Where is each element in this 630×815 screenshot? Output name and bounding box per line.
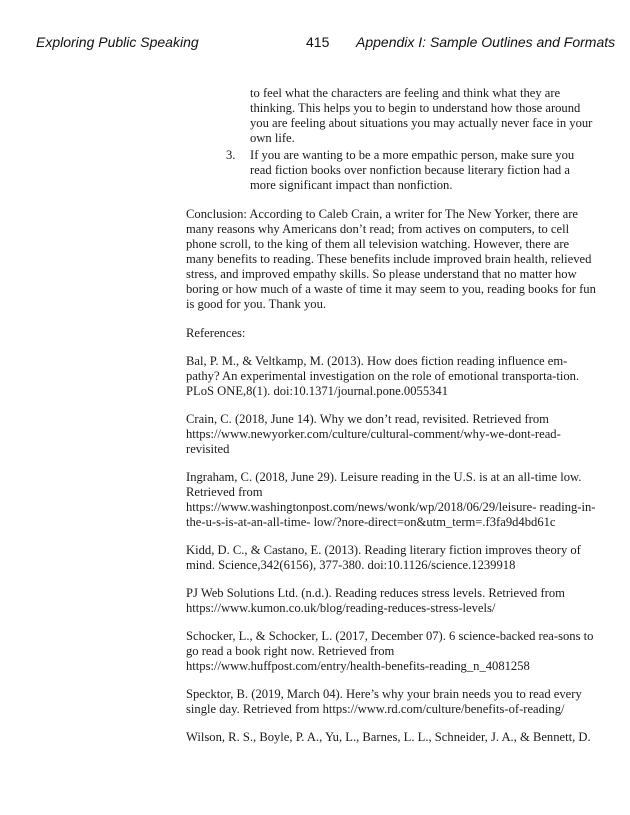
references-heading: References:: [186, 326, 246, 340]
conclusion-paragraph: Conclusion: According to Caleb Crain, a writer for The New Yorker, there are many reasons why Americans don’t read; from actives on computers, to cell phone scroll, to the king of them all television watching. However, there are many benefits to reading. These benefits include improved brain health, relieved stress, and improved empathy skills. So please understand that no matter how boring or how much of a waste of time it may seem to you, reading books for fun is good for you. Thank you.: [186, 207, 596, 311]
running-header-section: Appendix I: Sample Outlines and Formats: [356, 34, 616, 50]
reference-entry: Specktor, B. (2019, March 04). Here’s why your brain needs you to read every single day. Retrieved from https://www.rd.com/culture/benefits-of-reading/: [186, 687, 582, 716]
reference-entry: Ingraham, C. (2018, June 29). Leisure reading in the U.S. is at an all-time low. Retrieved from https://www.washingtonpost.com/news/wonk/wp/2018/06/29/leisure- reading-in-the-u-s-is-at-an-all-time- low/?nore-direct=on&utm_term=.f3fa9d4bd61c: [186, 470, 596, 529]
running-header-title: Exploring Public Speaking: [36, 34, 199, 50]
reference-entry: Bal, P. M., & Veltkamp, M. (2013). How does fiction reading influence em-pathy? An experimental investigation on the role of emotional transporta-tion. PLoS ONE,8(1). doi:10.1371/journal.pone.0055341: [186, 354, 580, 398]
reference-entry: Crain, C. (2018, June 14). Why we don’t read, revisited. Retrieved from https://www.newyorker.com/culture/cultural-comment/why-we-dont-read-revisited: [186, 412, 561, 456]
list-item: [226, 148, 596, 193]
reference-entry: Wilson, R. S., Boyle, P. A., Yu, L., Barnes, L. L., Schneider, J. A., & Bennett, D.: [186, 730, 591, 744]
list-item-text: If you are wanting to be a more empathic person, make sure you read fiction books over nonfiction because literary fiction had a more significant impact than nonfiction.: [250, 148, 575, 192]
continued-list-text: to feel what the characters are feeling and think what they are thinking. This helps you to begin to understand how those around you are feeling about situations you may actually never face in your own life.: [250, 86, 593, 145]
reference-entry: Schocker, L., & Schocker, L. (2017, December 07). 6 science-backed rea-sons to go read a book right now. Retrieved from https://www.huffpost.com/entry/health-benefits-reading_n_4081258: [186, 629, 594, 673]
reference-entry: Kidd, D. C., & Castano, E. (2013). Reading literary fiction improves theory of mind. Science,342(6156), 377-380. doi:10.1126/science.1239918: [186, 543, 581, 572]
page-number: 415: [306, 34, 330, 50]
reference-entry: PJ Web Solutions Ltd. (n.d.). Reading reduces stress levels. Retrieved from https://www.kumon.co.uk/blog/reading-reduces-stress-levels/: [186, 586, 565, 615]
list-item-number: 3.: [226, 148, 236, 162]
main-text-block: [186, 207, 596, 758]
